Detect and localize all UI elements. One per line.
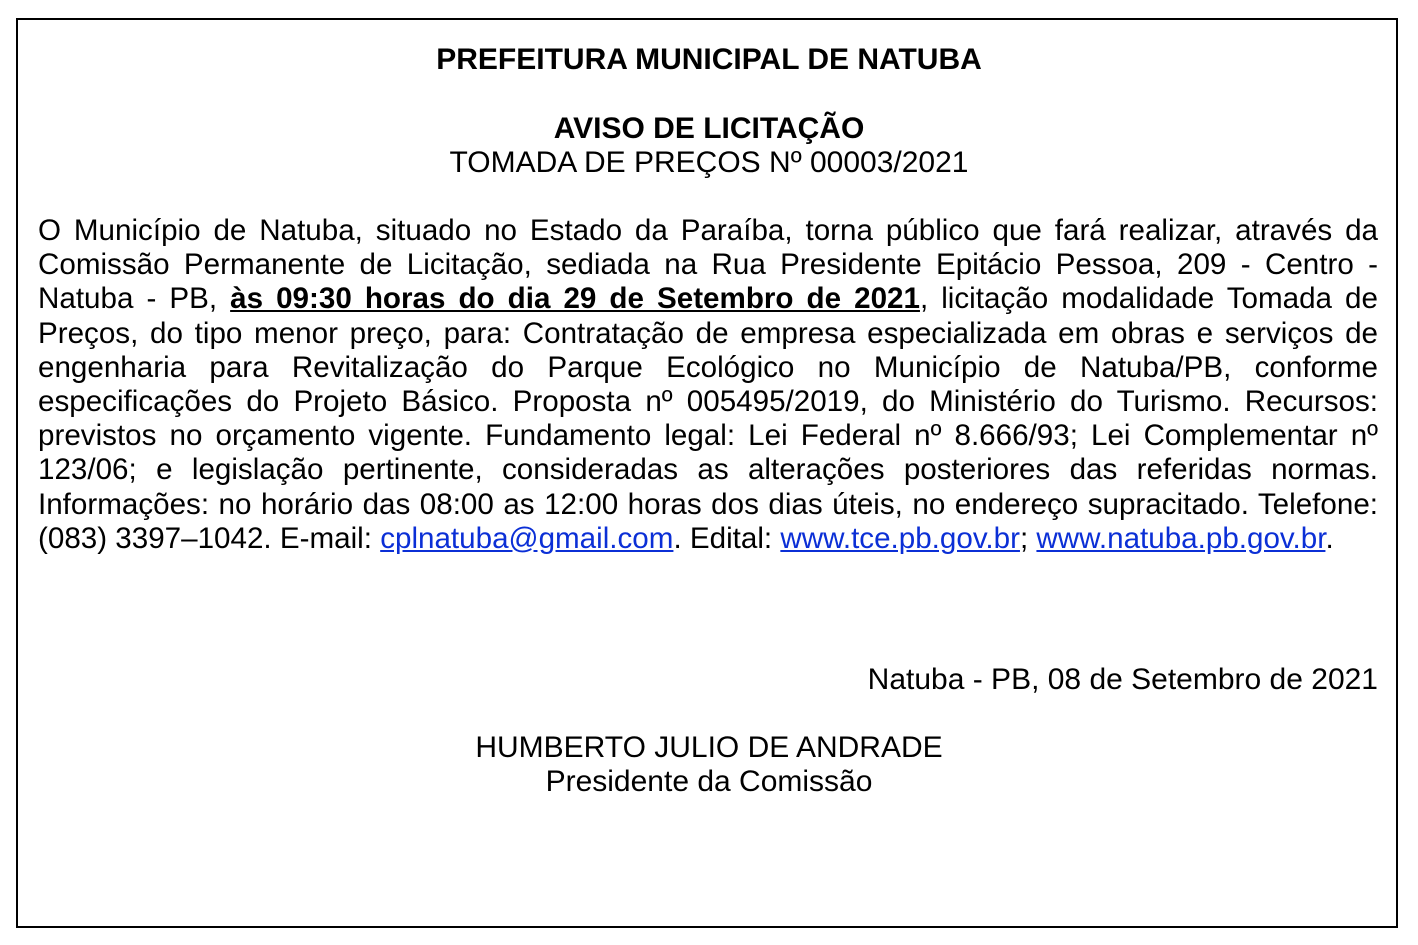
notice-body (38, 214, 1378, 556)
link-separator: ; (1019, 521, 1037, 555)
signer-role: Presidente da Comissão (545, 765, 873, 798)
notice-subtitle: TOMADA DE PREÇOS Nº 00003/2021 (449, 146, 969, 179)
place-date: Natuba - PB, 08 de Setembro de 2021 (867, 663, 1378, 696)
body-text-main: , licitação modalidade Tomada de Preços, do tipo menor preço, para: Contratação de empresa especializada em obras e serviços de engenharia para Revitalização do Parque Ecológico no Município de Natuba/PB, conforme especificações do Projeto Básico. Proposta nº 005495/2019, do Ministério do Turismo. Recursos: previstos no orçamento vigente. Fundamento legal: Lei Federal nº 8.666/93; Lei Complementar nº 123/06; e legislação pertinente, consideradas as alterações posteriores das referidas normas. Informações: no horário das 08:00 as 12:00 horas dos dias úteis, no endereço supracitado. Telefone: (083) 3397–1042. E-mail: (38, 282, 1378, 555)
highlighted-date: às 09:30 horas do dia 29 de Setembro de 2021 (230, 282, 920, 316)
body-text-edital: . Edital: (673, 521, 781, 555)
organization-name: PREFEITURA MUNICIPAL DE NATUBA (436, 43, 982, 76)
notice-title: AVISO DE LICITAÇÃO (553, 112, 865, 145)
email-link[interactable]: cplnatuba@gmail.com (380, 521, 674, 555)
tce-link[interactable]: www.tce.pb.gov.br (780, 521, 1020, 555)
signer-name: HUMBERTO JULIO DE ANDRADE (475, 731, 943, 764)
body-text-intro: O Município de Natuba, situado no Estado da Paraíba, torna público que fará realizar, através da Comissão Permanente de Licitação, sediada na Rua Presidente Epitácio Pessoa, 209 - Centro - Natuba - PB, (38, 214, 1378, 316)
body-end-punctuation: . (1325, 521, 1334, 555)
natuba-link[interactable]: www.natuba.pb.gov.br (1036, 521, 1326, 555)
